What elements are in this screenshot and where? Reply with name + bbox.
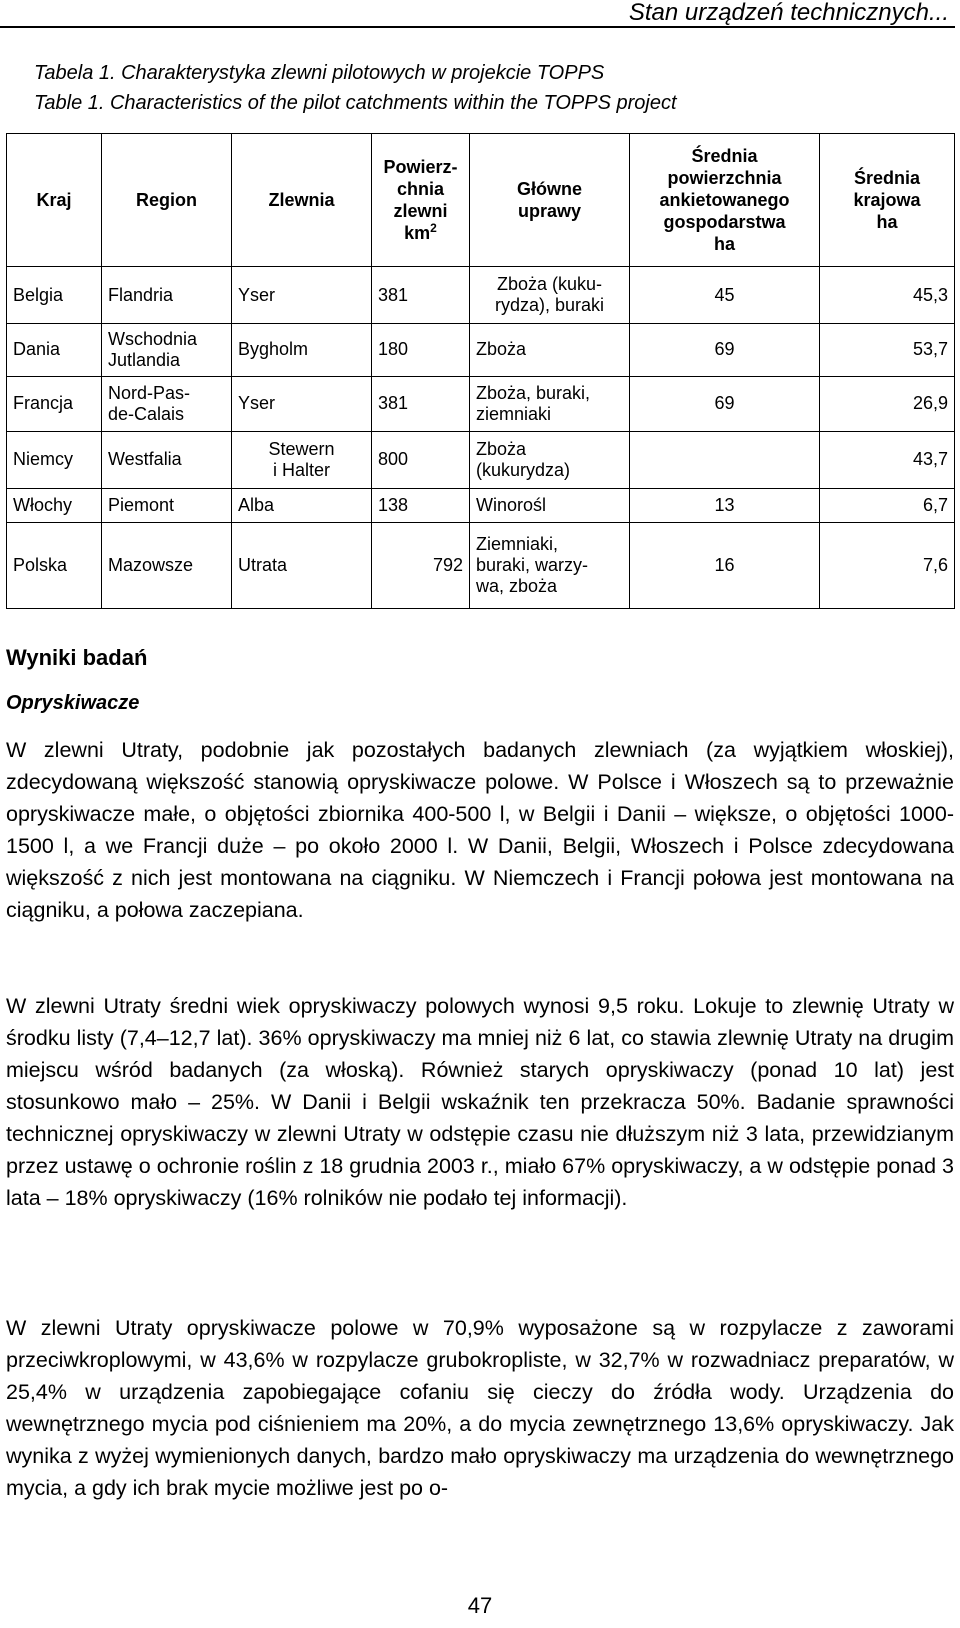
- cell-srednia-gospodarstwa: 16: [630, 523, 820, 609]
- table-row: [7, 488, 955, 523]
- header-powierzchnia-superscript: 2: [430, 221, 437, 235]
- cell-region: Mazowsze: [102, 523, 232, 609]
- cell-srednia-krajowa: 7,6: [820, 523, 955, 609]
- cell-kraj: Włochy: [7, 488, 102, 523]
- header-srednia-krajowa: Średnia krajowa ha: [820, 134, 955, 267]
- cell-srednia-gospodarstwa: [630, 431, 820, 488]
- cell-srednia-gospodarstwa: 13: [630, 488, 820, 523]
- cell-powierzchnia: 180: [372, 324, 470, 377]
- cell-zlewnia: Yser: [232, 376, 372, 431]
- table-row: [7, 523, 955, 609]
- header-srednia-gospodarstwa: Średnia powierzchnia ankietowanego gospodarstwa ha: [630, 134, 820, 267]
- table-row: [7, 324, 955, 377]
- cell-region: Flandria: [102, 267, 232, 324]
- cell-srednia-gospodarstwa: 69: [630, 324, 820, 377]
- cell-srednia-krajowa: 6,7: [820, 488, 955, 523]
- page-number: 47: [467, 1593, 493, 1618]
- cell-powierzchnia: 138: [372, 488, 470, 523]
- table-row: [7, 267, 955, 324]
- cell-zlewnia: Utrata: [232, 523, 372, 609]
- header-uprawy: Główne uprawy: [470, 134, 630, 267]
- cell-powierzchnia: 800: [372, 431, 470, 488]
- cell-kraj: Belgia: [7, 267, 102, 324]
- catchments-table: [6, 133, 955, 609]
- table-caption-polish: Tabela 1. Charakterystyka zlewni pilotowych w projekcie TOPPS: [34, 62, 605, 84]
- paragraph: W zlewni Utraty, podobnie jak pozostałych badanych zlewniach (za wyjątkiem włoskiej), zdecydowaną większość stanowią opryskiwacze polowe. W Polsce i Włoszech są to przeważnie opryskiwacze małe, o objętości zbiornika 400-500 l, w Belgii i Danii – większe, o objętości 1000-1500 l, a we Francji duże – po około 2000 l. W Danii, Belgii, Włoszech i Polsce zdecydowana większość z nich jest montowana na ciągniku. W Niemczech i Francji połowa jest montowana na ciągniku, a połowa zaczepiana.: [6, 738, 954, 922]
- header-zlewnia: Zlewnia: [232, 134, 372, 267]
- cell-kraj: Polska: [7, 523, 102, 609]
- cell-uprawy: Zboża (kuku- rydza), buraki: [470, 267, 630, 324]
- cell-srednia-gospodarstwa: 69: [630, 376, 820, 431]
- cell-srednia-krajowa: 43,7: [820, 431, 955, 488]
- cell-uprawy: Ziemniaki, buraki, warzy- wa, zboża: [470, 523, 630, 609]
- paragraph: W zlewni Utraty średni wiek opryskiwaczy polowych wynosi 9,5 roku. Lokuje to zlewnię Utraty w środku listy (7,4–12,7 lat). 36% opryskiwaczy ma mniej niż 6 lat, co stawia zlewnię Utraty na drugim miejscu wśród badanych (za włoską). Również starych opryskiwaczy (ponad 10 lat) jest stosunkowo mało – 25%. W Danii i Belgii wskaźnik ten przekracza 50%. Badanie sprawności technicznej opryskiwaczy w zlewni Utraty w odstępie czasu nie dłuższym niż 3 lata, przewidzianym przez ustawę o ochronie roślin z 18 grudnia 2003 r., miało 67% opryskiwaczy, a w odstępie ponad 3 lata – 18% opryskiwaczy (16% rolników nie podało tej informacji).: [6, 994, 954, 1210]
- cell-powierzchnia: 381: [372, 376, 470, 431]
- subsection-title: Opryskiwacze: [6, 692, 140, 714]
- cell-uprawy: Winorośl: [470, 488, 630, 523]
- cell-srednia-krajowa: 45,3: [820, 267, 955, 324]
- header-region: Region: [102, 134, 232, 267]
- table-row: [7, 431, 955, 488]
- cell-uprawy: Zboża, buraki, ziemniaki: [470, 376, 630, 431]
- running-header: [0, 0, 955, 28]
- cell-srednia-gospodarstwa: 45: [630, 267, 820, 324]
- cell-srednia-krajowa: 26,9: [820, 376, 955, 431]
- header-kraj: Kraj: [7, 134, 102, 267]
- section-title: Wyniki badań: [6, 645, 148, 670]
- cell-kraj: Dania: [7, 324, 102, 377]
- cell-region: Nord-Pas- de-Calais: [102, 376, 232, 431]
- cell-zlewnia: Bygholm: [232, 324, 372, 377]
- cell-powierzchnia: 381: [372, 267, 470, 324]
- cell-zlewnia: Stewern i Halter: [232, 431, 372, 488]
- table-row: [7, 376, 955, 431]
- header-powierzchnia: [372, 134, 470, 267]
- cell-zlewnia: Alba: [232, 488, 372, 523]
- header-powierzchnia-label: Powierz- chnia zlewni km: [383, 157, 458, 243]
- cell-region: Piemont: [102, 488, 232, 523]
- cell-srednia-krajowa: 53,7: [820, 324, 955, 377]
- cell-zlewnia: Yser: [232, 267, 372, 324]
- table-caption-english: Table 1. Characteristics of the pilot catchments within the TOPPS project: [34, 92, 677, 114]
- running-header-text: Stan urządzeń technicznych...: [628, 0, 949, 26]
- paragraph: W zlewni Utraty opryskiwacze polowe w 70,9% wyposażone są w rozpylacze z zaworami przeciwkroplowymi, w 43,6% w rozpylacze grubokropliste, w 32,7% w rozwadniacz preparatów, w 25,4% w urządzenia zapobiegające cofaniu się cieczy do źródła wody. Urządzenia do wewnętrznego mycia pod ciśnieniem ma 20%, a do mycia zewnętrznego 13,6% opryskiwaczy. Jak wynika z wyżej wymienionych danych, bardzo mało opryskiwaczy ma urządzenia do wewnętrznego mycia, a gdy ich brak mycie możliwe jest po o-: [6, 1316, 954, 1500]
- cell-kraj: Niemcy: [7, 431, 102, 488]
- cell-powierzchnia: 792: [372, 523, 470, 609]
- table-header-row: [7, 134, 955, 267]
- cell-uprawy: Zboża: [470, 324, 630, 377]
- cell-region: Wschodnia Jutlandia: [102, 324, 232, 377]
- cell-uprawy: Zboża (kukurydza): [470, 431, 630, 488]
- cell-kraj: Francja: [7, 376, 102, 431]
- cell-region: Westfalia: [102, 431, 232, 488]
